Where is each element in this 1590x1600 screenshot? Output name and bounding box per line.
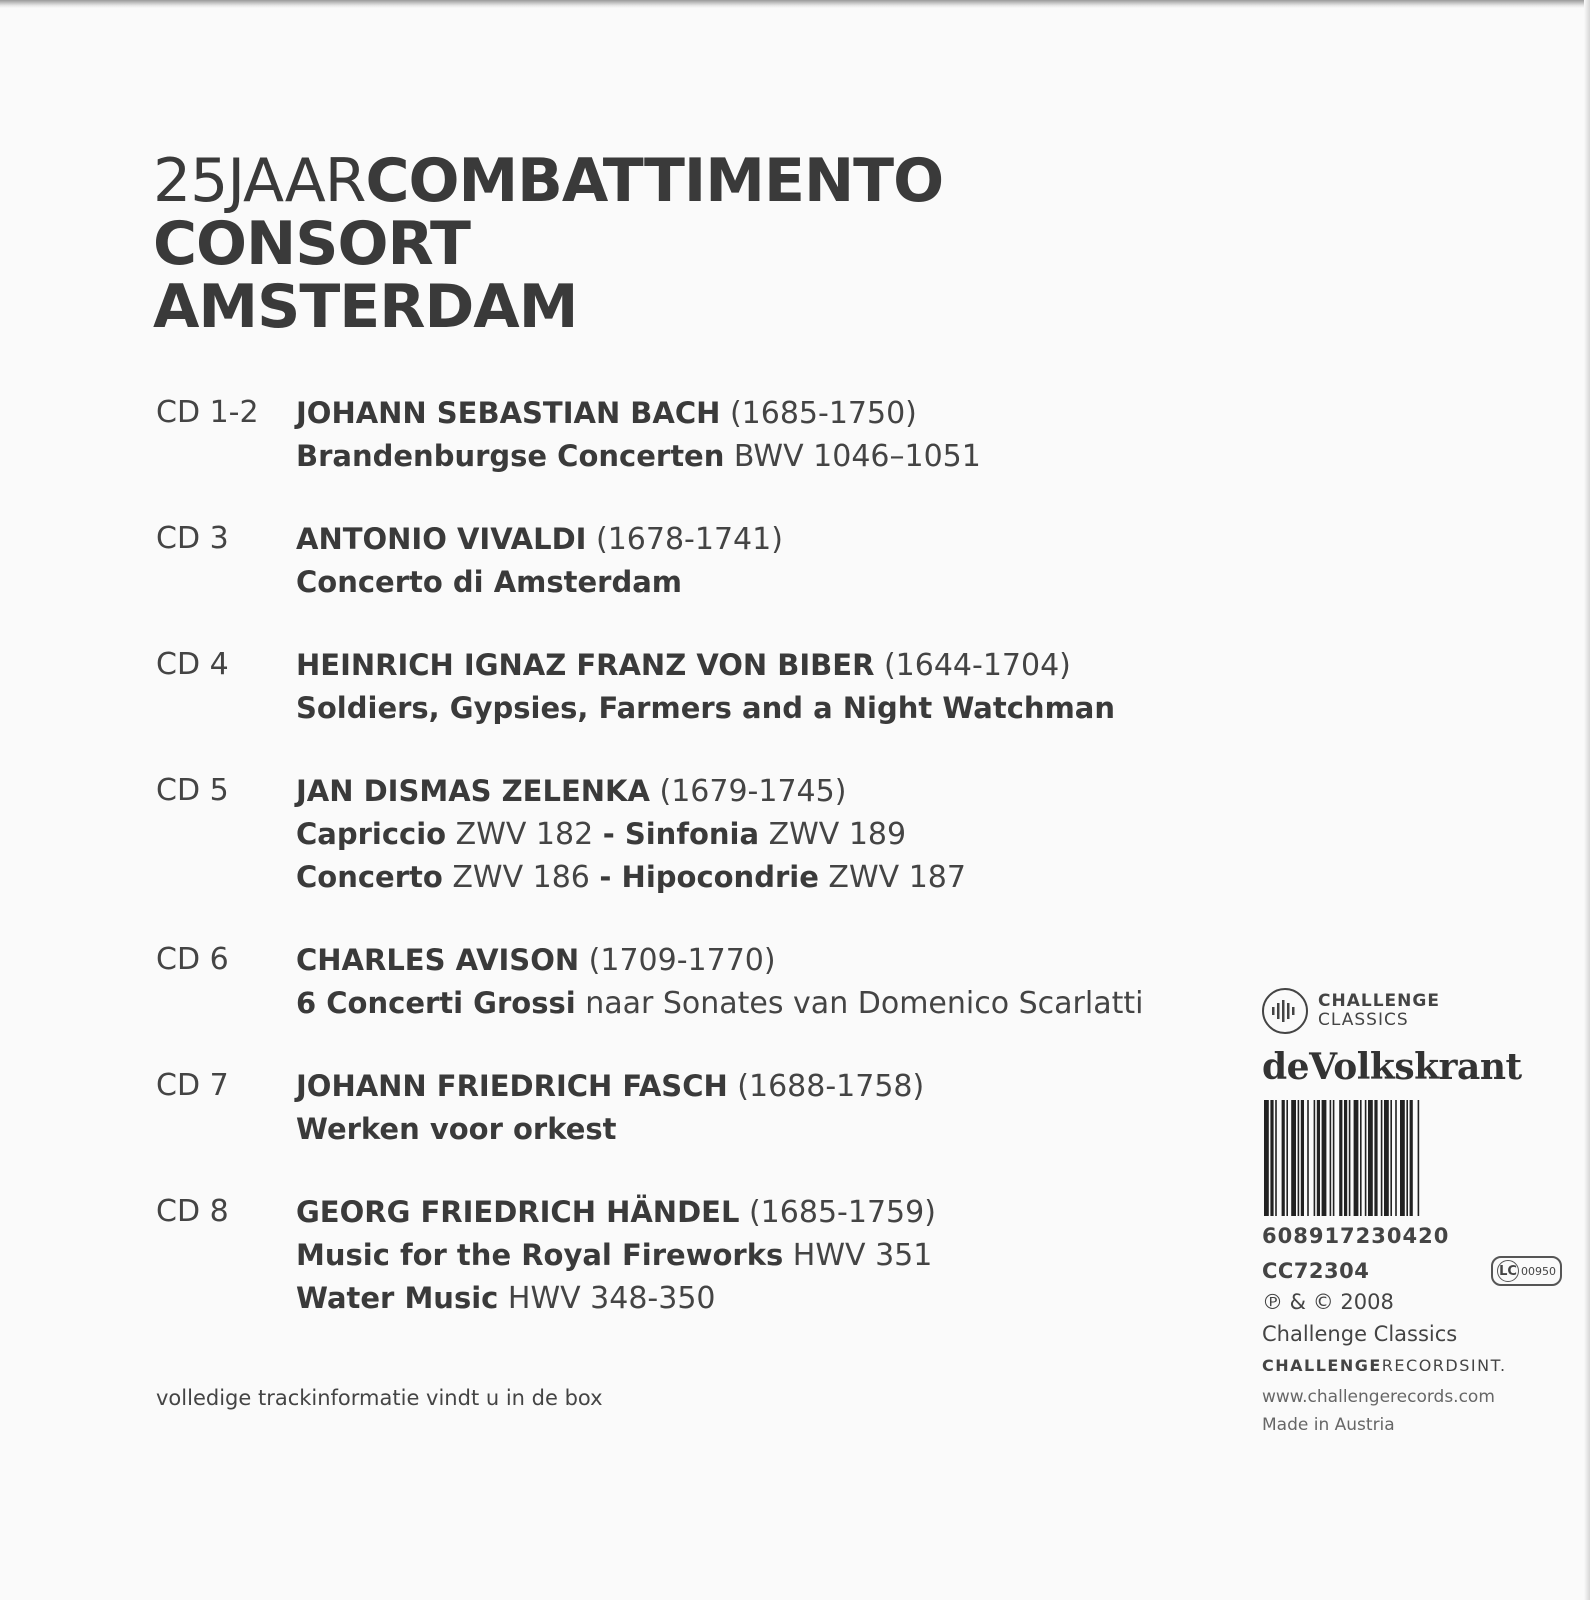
regular-text: (1685-1759): [739, 1195, 936, 1230]
cd-entry: [156, 770, 1236, 899]
lc-badge: LC: [1497, 1260, 1519, 1282]
bold-text: CHARLES AVISON: [296, 943, 580, 977]
title-line2: CONSORT: [153, 209, 470, 279]
regular-text: (1644-1704): [874, 648, 1071, 683]
title-line1: COMBATTIMENTO: [365, 146, 944, 216]
regular-text: ZWV 182: [446, 817, 603, 852]
bold-text: HEINRICH IGNAZ FRANZ VON BIBER: [296, 648, 875, 682]
regular-text: ZWV 187: [818, 860, 966, 895]
regular-text: HWV 348-350: [498, 1281, 716, 1316]
cd-entry: [156, 939, 1236, 1025]
bold-text: Capriccio: [296, 817, 447, 851]
cd-number: CD 6: [156, 942, 229, 977]
lc-code: 00950: [1521, 1264, 1556, 1278]
bold-text: - Hipocondrie: [599, 860, 819, 894]
newspaper-logo: deVolkskrant: [1262, 1046, 1522, 1088]
label-info-panel: [1262, 986, 1562, 1438]
regular-text: HWV 351: [783, 1238, 933, 1273]
composer-line: [296, 1065, 1236, 1108]
cd-entry: [156, 518, 1236, 604]
ean-number: 608917230420: [1262, 1224, 1450, 1248]
work-line: [296, 813, 1236, 856]
regular-text: (1678-1741): [586, 522, 783, 557]
bold-text: Werken voor orkest: [296, 1112, 617, 1146]
cd-number: CD 4: [156, 647, 229, 682]
composer-line: [296, 518, 1236, 561]
work-line: [296, 1234, 1236, 1277]
bold-text: GEORG FRIEDRICH HÄNDEL: [296, 1195, 740, 1229]
regular-text: (1709-1770): [579, 943, 776, 978]
regular-text: ZWV 186: [442, 860, 600, 895]
label-name-line2: CLASSICS: [1318, 1010, 1409, 1030]
bold-text: Water Music: [296, 1281, 499, 1315]
composer-line: [296, 770, 1236, 813]
label-name-line1: CHALLENGE: [1318, 991, 1440, 1011]
barcode-icon: [1262, 1100, 1534, 1216]
cd-entry: [156, 644, 1236, 730]
challenge-classics-logo: [1262, 986, 1562, 1036]
soundwave-icon: [1262, 988, 1308, 1034]
bold-text: ANTONIO VIVALDI: [296, 522, 587, 556]
title-line3: AMSTERDAM: [153, 272, 578, 342]
regular-text: (1679-1745): [649, 774, 847, 809]
work-line: [296, 435, 1236, 478]
cd-number: CD 3: [156, 521, 229, 556]
composer-line: [296, 392, 1236, 435]
regular-text: ZWV 189: [759, 817, 907, 852]
regular-text: (1688-1758): [727, 1069, 925, 1104]
regular-text: BWV 1046–1051: [724, 439, 981, 474]
bold-text: Concerto: [296, 860, 443, 894]
footnote: volledige trackinformatie vindt u in de box: [156, 1386, 603, 1410]
cd-number: CD 5: [156, 773, 229, 808]
work-line: [296, 1108, 1236, 1151]
composer-line: [296, 939, 1236, 982]
bold-text: - Sinfonia: [602, 817, 760, 851]
title-prefix: 25JAAR: [153, 146, 366, 216]
work-line: [296, 1277, 1236, 1320]
cd-entry: [156, 392, 1236, 478]
cd-program-list: [156, 392, 1236, 1320]
catalog-number: CC72304: [1262, 1259, 1370, 1283]
cd-number: CD 1-2: [156, 395, 259, 430]
composer-line: [296, 644, 1236, 687]
scan-edge-right: [1584, 0, 1590, 1600]
cd-entry: [156, 1065, 1236, 1151]
bold-text: 6 Concerti Grossi: [296, 986, 576, 1020]
cd-entry: [156, 1191, 1236, 1320]
bold-text: Music for the Royal Fireworks: [296, 1238, 784, 1272]
website: www.challengerecords.com: [1262, 1387, 1495, 1407]
records-logo-text: CHALLENGERECORDSINT.: [1262, 1356, 1507, 1375]
work-line: [296, 561, 1236, 604]
made-in: Made in Austria: [1262, 1415, 1395, 1435]
work-line: [296, 982, 1236, 1025]
composer-line: [296, 1191, 1236, 1234]
album-title: [153, 146, 944, 342]
lc-label-code: [1491, 1256, 1562, 1286]
bold-text: JOHANN FRIEDRICH FASCH: [296, 1069, 728, 1103]
cd-number: CD 7: [156, 1068, 229, 1103]
copyright-line: ℗ & © 2008: [1262, 1290, 1394, 1314]
company-name: Challenge Classics: [1262, 1322, 1458, 1346]
regular-text: (1685-1750): [720, 396, 917, 431]
regular-text: naar Sonates van Domenico Scarlatti: [575, 986, 1144, 1021]
bold-text: Concerto di Amsterdam: [296, 565, 682, 599]
scan-edge-top: [0, 0, 1590, 8]
bold-text: Brandenburgse Concerten: [296, 439, 725, 473]
work-line: [296, 687, 1236, 730]
bold-text: JOHANN SEBASTIAN BACH: [296, 396, 721, 430]
bold-text: JAN DISMAS ZELENKA: [296, 774, 650, 808]
bold-text: Soldiers, Gypsies, Farmers and a Night Watchman: [296, 691, 1115, 725]
work-line: [296, 856, 1236, 899]
cd-number: CD 8: [156, 1194, 229, 1229]
